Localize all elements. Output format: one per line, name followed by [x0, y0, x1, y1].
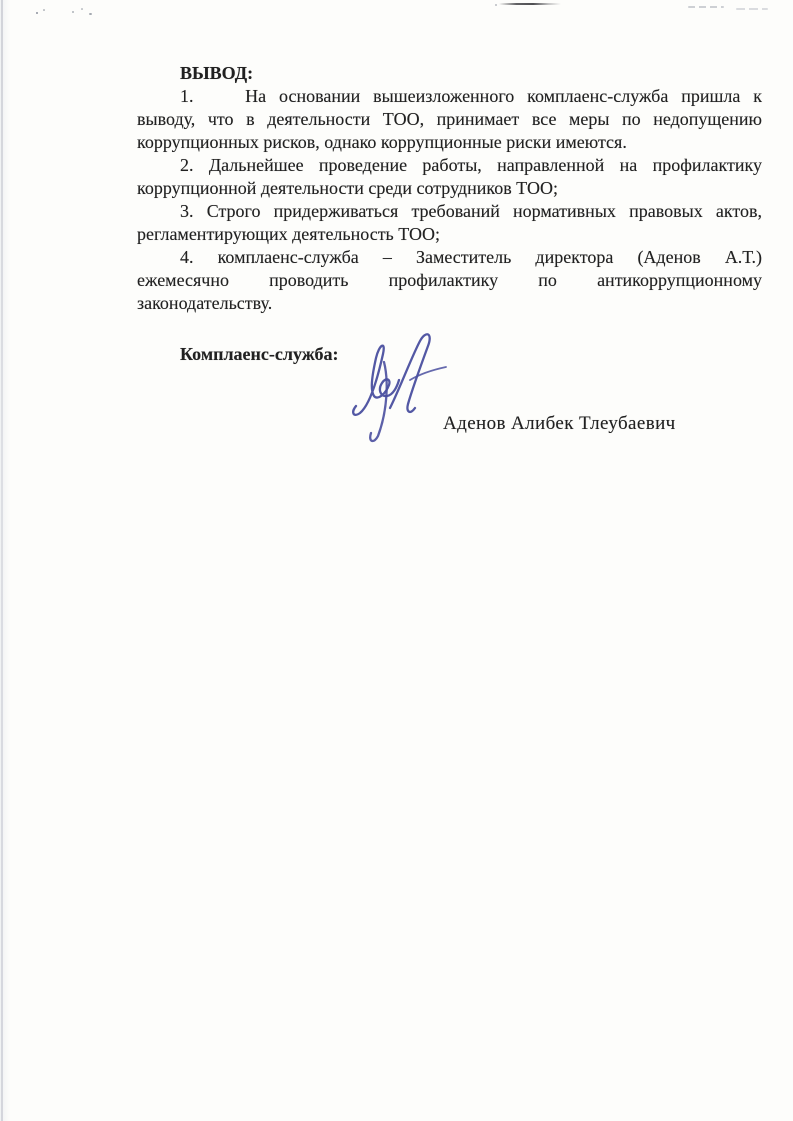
scan-left-edge-line: [1, 0, 3, 1121]
paragraph-2-line-1: 2. Дальнейшее проведение работы, направленной на профилактику: [180, 155, 762, 175]
paragraph-1-line-3: коррупционных рисков, однако коррупционные риски имеются.: [137, 132, 627, 152]
paragraph-1-line-1: 1. На основании вышеизложенного комплаенс-служба пришла к: [180, 86, 762, 106]
conclusion-heading: ВЫВОД:: [180, 63, 254, 83]
scan-speck: [43, 9, 45, 11]
scan-speck: [36, 12, 38, 14]
paragraph-4-line-1: 4. комплаенс-служба – Заместитель директора (Аденов А.Т.): [180, 247, 762, 267]
document-body: [137, 62, 762, 315]
scan-speck: [72, 11, 74, 13]
paragraph-3-line-2: регламентирующих деятельность ТОО;: [137, 224, 441, 244]
signature-label: Комплаенс-служба:: [180, 344, 339, 364]
scan-dash-mark-light: [688, 6, 724, 8]
paragraph-1-line-2: выводу, что в деятельности ТОО, принимает все меры по недопущению: [137, 109, 762, 129]
scan-dash-mark-dark: [499, 3, 561, 5]
signatory-name: Аденов Алибек Тлеубаевич: [443, 413, 676, 434]
paragraph-4-line-3: законодательству.: [137, 293, 273, 313]
paragraph-2-line-2: коррупционной деятельности среди сотрудников ТОО;: [137, 178, 558, 198]
scan-speck: [495, 4, 497, 6]
scan-speck: [89, 13, 92, 15]
paragraph-3-line-1: 3. Строго придерживаться требований нормативных правовых актов,: [180, 201, 762, 221]
paragraph-4-line-2: ежемесячно проводить профилактику по антикоррупционному: [137, 270, 762, 290]
scan-speck: [81, 8, 83, 10]
scan-dash-mark-light: [736, 8, 768, 10]
